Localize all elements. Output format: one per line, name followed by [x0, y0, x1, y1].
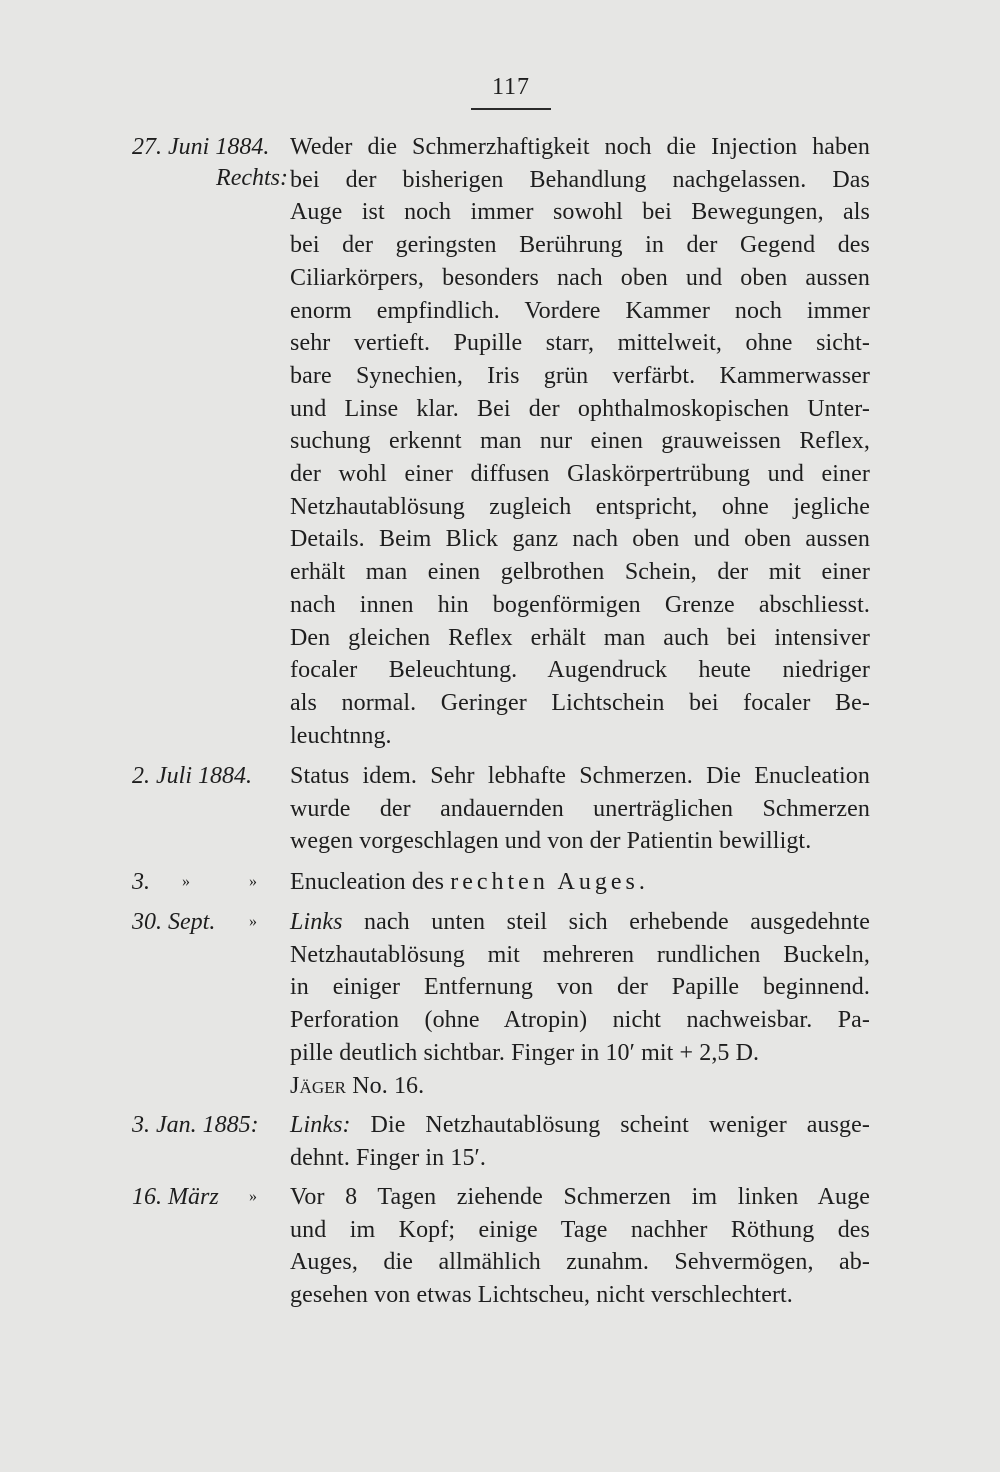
text-line: erhält man einen gelbrothen Schein, der mit einer: [290, 559, 870, 586]
entry-side-label: Rechts:: [216, 165, 288, 191]
ditto-mark: »: [249, 913, 257, 930]
text-line: der wohl einer diffusen Glaskörpertrübung und einer: [290, 461, 870, 488]
entry-date: 16. März: [132, 1184, 219, 1210]
ditto-mark: »: [249, 873, 257, 890]
text-line: nach innen hin bogenförmigen Grenze abschliesst.: [290, 591, 870, 618]
text-line: [290, 1070, 870, 1103]
entry-date: 3. Jan. 1885:: [132, 1112, 259, 1138]
text-line: als normal. Geringer Lichtschein bei focaler Be-: [290, 689, 870, 716]
text-line: Details. Beim Blick ganz nach oben und oben aussen: [290, 526, 870, 553]
entry-text: [290, 866, 870, 899]
text-line: sehr vertieft. Pupille starr, mittelweit, ohne sicht-: [290, 330, 870, 357]
author-name-smallcaps: Jäger: [290, 1072, 347, 1099]
entry-text: [290, 906, 870, 1102]
text-line: gesehen von etwas Lichtscheu, nicht verschlechtert.: [290, 1282, 793, 1309]
text-line: bei der geringsten Berührung in der Gegend des: [290, 232, 870, 259]
entry-text-part: nach unten steil sich erhebende ausgedehnte: [342, 909, 870, 935]
text-line: Netzhautablösung mit mehreren rundlichen Buckeln,: [290, 941, 870, 968]
page-number: 117: [491, 74, 531, 100]
entry-text-part: No. 16.: [346, 1072, 425, 1099]
text-line: Den gleichen Reflex erhält man auch bei intensiver: [290, 624, 870, 651]
text-line: [290, 1109, 870, 1142]
text-line: Weder die Schmerzhaftigkeit noch die Injection haben: [290, 134, 870, 160]
entry-text-part: .: [638, 869, 645, 895]
text-line: Auges, die allmählich zunahm. Sehvermögen, ab-: [290, 1249, 870, 1276]
ditto-mark: »: [249, 1188, 257, 1205]
entry-date: 2. Juli 1884.: [132, 763, 252, 789]
text-line: und im Kopf; einige Tage nachher Röthung des: [290, 1216, 870, 1243]
page-number-rule: [471, 108, 551, 110]
text-line: enorm empfindlich. Vordere Kammer noch immer: [290, 297, 870, 324]
entry-text: [290, 1181, 870, 1312]
text-line: bei der bisherigen Behandlung nachgelassen. Das: [290, 166, 870, 193]
entry-text: [290, 760, 870, 858]
text-line: [290, 906, 870, 939]
side-label-italic: Links: [290, 909, 343, 935]
text-line: Status idem. Sehr lebhafte Schmerzen. Die Enucleation: [290, 763, 870, 789]
ditto-mark: »: [182, 873, 190, 890]
text-line: Ciliarkörpers, besonders nach oben und oben aussen: [290, 264, 870, 291]
text-line: Netzhautablösung zugleich entspricht, ohne jegliche: [290, 493, 870, 520]
emphasis-spaced-text: rechten Auges: [450, 869, 639, 895]
text-line: bare Synechien, Iris grün verfärbt. Kammerwasser: [290, 362, 870, 389]
text-line: suchung erkennt man nur einen grauweissen Reflex,: [290, 428, 870, 455]
text-line: dehnt. Finger in 15′.: [290, 1144, 486, 1171]
text-line: wegen vorgeschlagen und von der Patientin bewilligt.: [290, 828, 812, 855]
text-line: Vor 8 Tagen ziehende Schmerzen im linken Auge: [290, 1184, 870, 1210]
text-line: Auge ist noch immer sowohl bei Bewegungen, als: [290, 199, 870, 226]
entry-text: [290, 1109, 870, 1174]
entry-text-part: Enucleation des: [290, 869, 451, 895]
text-line: focaler Beleuchtung. Augendruck heute niedriger: [290, 657, 870, 684]
text-line: wurde der andauernden unerträglichen Schmerzen: [290, 795, 870, 822]
entry-text: [290, 131, 870, 752]
entry-text-part: Die Netzhautablösung scheint weniger ausge-: [350, 1112, 870, 1138]
text-line: in einiger Entfernung von der Papille beginnend.: [290, 974, 870, 1001]
text-line: leuchtnng.: [290, 722, 392, 749]
entry-date: 3.: [132, 869, 150, 895]
text-line: und Linse klar. Bei der ophthalmoskopischen Unter-: [290, 395, 870, 422]
text-line: pille deutlich sichtbar. Finger in 10′ mit + 2,5 D.: [290, 1039, 760, 1066]
entry-date: 27. Juni 1884.: [132, 134, 270, 160]
side-label-italic: Links:: [290, 1112, 351, 1138]
entry-date: 30. Sept.: [132, 909, 216, 935]
text-line: Perforation (ohne Atropin) nicht nachweisbar. Pa-: [290, 1007, 870, 1034]
